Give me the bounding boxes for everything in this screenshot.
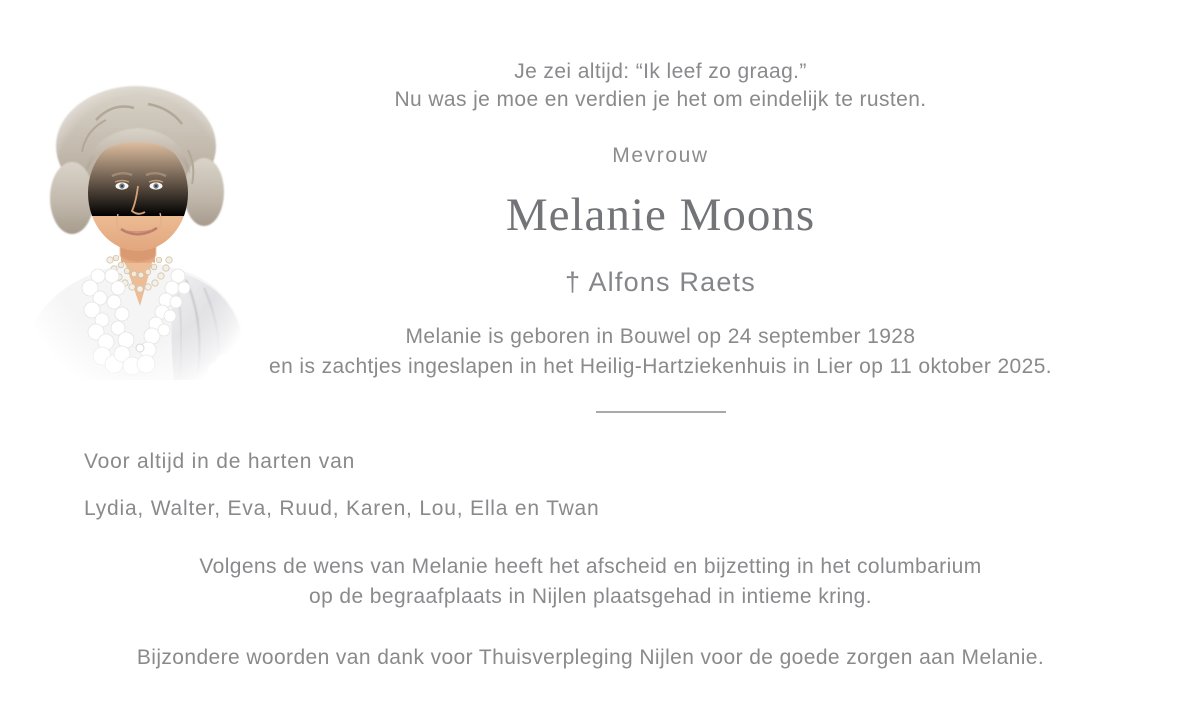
ceremony-line-1: Volgens de wens van Melanie heeft het afscheid en bijzetting in het columbarium <box>199 555 982 578</box>
spouse-line: † Alfons Raets <box>565 267 756 297</box>
salutation: Mevrouw <box>612 144 709 167</box>
divider-line <box>596 411 726 413</box>
family-names: Lydia, Walter, Eva, Ruud, Karen, Lou, Ella en Twan <box>84 497 600 520</box>
life-dates <box>140 322 1181 382</box>
deceased-name: Melanie Moons <box>505 189 816 241</box>
quote-line-1: Je zei altijd: “Ik leef zo graag.” <box>514 60 807 83</box>
opening-quote <box>140 58 1181 114</box>
family-intro: Voor altijd in de harten van <box>84 450 356 473</box>
ceremony-line-2: op de begraafplaats in Nijlen plaatsgehad in intieme kring. <box>309 585 872 608</box>
ceremony-info <box>0 552 1181 612</box>
quote-line-2: Nu was je moe en verdien je het om eindelijk te rusten. <box>394 88 927 111</box>
birth-line: Melanie is geboren in Bouwel op 24 september 1928 <box>405 325 916 348</box>
acknowledgement-line: Bijzondere woorden van dank voor Thuisverpleging Nijlen voor de goede zorgen aan Melanie. <box>136 646 1045 669</box>
death-line: en is zachtjes ingeslapen in het Heilig-Hartziekenhuis in Lier op 11 oktober 2025. <box>268 355 1053 378</box>
